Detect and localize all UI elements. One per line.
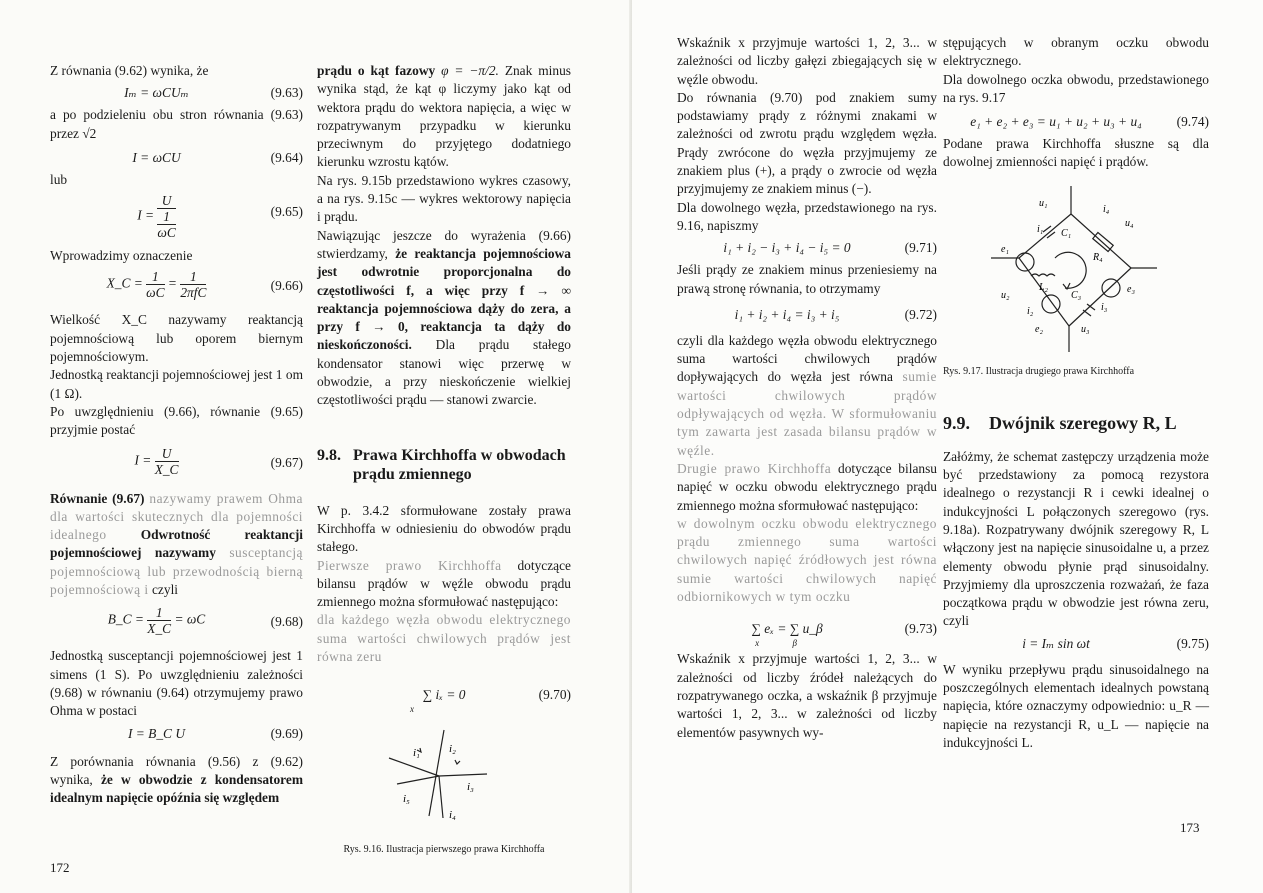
paragraph: Wskaźnik x przyjmuje wartości 1, 2, 3... w zależności od liczby źródeł należących do rozpatrywanego oczka, a wskaźnik β przyjmuje wartości 1, 2, 3... w zależności od liczby elementów pasywnych wy- <box>677 651 937 740</box>
figure-caption: Rys. 9.17. Ilustracja drugiego prawa Kirchhoffa <box>943 365 1135 377</box>
right-page <box>632 0 1263 893</box>
label: i₁ <box>1037 223 1044 235</box>
figure-caption: Rys. 9.16. Ilustracja pierwszego prawa Kirchhoffa <box>343 844 545 856</box>
paragraph: stępujących w obranym oczku obwodu elektrycznego. <box>943 35 1209 69</box>
left-column-2 <box>317 62 571 856</box>
paragraph: Dla dowolnego oczka obwodu, przedstawionego na rys. 9.17 <box>943 71 1209 105</box>
source-e3 <box>1102 279 1120 297</box>
page-number: 173 <box>1180 820 1200 835</box>
label: u₁ <box>1039 197 1048 209</box>
paragraph: prądu o kąt fazowy φ = −π/2. Znak minus wynika stąd, że kąt φ liczymy jako kąt od wektora prądu do wektora napięcia, a więc w rozpatrywanym przypadku w kierunku przeciwnym do przyjętego dodatniego kierunku wzrostu kątów. <box>317 63 571 170</box>
kirchhoff-loop-figure <box>943 176 1209 366</box>
equation-9-68: B_C = $\frac{1}{X\_C}$ = ωC (9.68) <box>107 605 303 637</box>
paragraph: Wskaźnik x przyjmuje wartości 1, 2, 3... w zależności od liczby gałęzi zbiegających się w węźle obwodu. <box>677 35 937 87</box>
paragraph: Z porównania równania (9.56) z (9.62) wynika, że w obwodzie z kondensatorem idealnym napięcie opóźnia się względem <box>50 753 303 806</box>
paragraph: Podane prawa Kirchhoffa słuszne są dla dowolnej zmienności napięć i prądów. <box>943 136 1209 170</box>
equation-9-73: ∑ eₓ = ∑ u_β $^x$ $^\beta$ (9.73) <box>751 621 937 648</box>
left-page <box>0 0 631 893</box>
equation-9-74: e₁ + e₂ + e₃ = u₁ + u₂ + u₃ + u₄ (9.74) <box>970 114 1209 130</box>
equation-9-71: i₁ + i₂ − i₃ + i₄ − i₅ = 0 (9.71) <box>723 240 937 256</box>
branch-line <box>389 758 439 776</box>
section-heading-9-9: 9.9. Dwójnik szeregowy R, L <box>943 412 1177 433</box>
paragraph: Pierwsze prawo Kirchhoffa dotyczące bilansu prądów w węźle obwodu prądu zmiennego można sformułować następująco: <box>317 557 571 610</box>
paragraph: Załóżmy, że schemat zastępczy urządzenia może być przedstawiony za pomocą rezystora idealnego o rezystancji R i cewki idealnej o indukcyjności L połączonych szeregowo (rys. 9.18a). Rozpatrywany dwójnik szeregowy R, L włączony jest na napięcie sinusoidalne u, a przez elementy obwodu płynie prąd sinusoidalny. Przyjmiemy dla uproszczenia rozważań, że faza początkowa prądu w obwodzie jest równa zeru, czyli <box>943 448 1209 629</box>
current-label-i5: i₅ <box>403 793 410 806</box>
paragraph: Wprowadzimy oznaczenie <box>50 248 193 264</box>
right-column-2 <box>943 34 1209 752</box>
paragraph: lub <box>50 171 68 187</box>
current-label-i4: i₄ <box>449 809 456 822</box>
label: u₂ <box>1001 289 1010 301</box>
equation-9-65: I = U 1 ωC (9.65) <box>137 193 303 241</box>
paragraph: Po uwzględnieniu (9.66), równanie (9.65) przyjmie postać <box>50 403 303 438</box>
label: i₄ <box>1103 203 1110 215</box>
left-column-1 <box>50 62 303 807</box>
label: u₄ <box>1125 217 1134 229</box>
label: R₄ <box>1093 251 1103 263</box>
equation-9-67: I = $\frac{U}{X\_C}$ (9.67) <box>134 445 303 477</box>
branch-line <box>439 776 443 818</box>
branch-line <box>439 774 487 776</box>
label: C₁ <box>1061 227 1072 239</box>
paragraph: Nawiązując jeszcze do wyrażenia (9.66) stwierdzamy, że reaktancja pojemnościowa jest odwrotnie proporcjonalna do częstotliwości f, a więc przy f → ∞ reaktancja pojemnościowa dąży do zera, a przy f → 0, reaktancja ta dąży do nieskończoności. Dla prądu stałego kondensator stanowi więc przerwę w obwodzie, a przy nieskończenie wielkiej częstotliwości prądu — stanowi zwarcie. <box>317 227 571 408</box>
paragraph: czyli dla każdego węzła obwodu elektrycznego suma wartości chwilowych prądów dopływających do węzła jest równa sumie wartości chwilowych prądów odpływających od węzła. W sformułowaniu tym zawarta jest zasada bilansu prądów w węźle. <box>677 332 937 458</box>
branch-line <box>397 776 439 784</box>
current-label-i1: i₁ <box>413 747 420 760</box>
paragraph: Jednostką reaktancji pojemnościowej jest 1 om (1 Ω). <box>50 367 303 401</box>
right-column-1 <box>677 34 937 742</box>
equation-9-75: i = Iₘ sin ωt (9.75) <box>1022 635 1209 651</box>
current-label-i2: i₂ <box>449 743 456 756</box>
paragraph: Drugie prawo Kirchhoffa dotyczące bilansu napięć w oczku obwodu elektrycznego prądu zmiennego można sformułować następująco: <box>677 460 937 513</box>
equation-9-69: I = B_C U (9.69) <box>127 725 303 741</box>
source-e1 <box>1016 253 1034 271</box>
paragraph: Jednostką susceptancji pojemnościowej jest 1 simens (1 S). Po uwzględnieniu zależności (9.68) w równaniu (9.64) otrzymujemy prawo Ohma w postaci <box>50 648 303 719</box>
paragraph: W wyniku przepływu prądu sinusoidalnego na poszczególnych elementach idealnych powstaną napięcia, które oznaczymy odpowiednio: u_R — napięcie na rezystancji R, u_L — napięcie na indukcyjności L. <box>943 661 1209 750</box>
source-e2 <box>1042 295 1060 313</box>
equation-9-70: ∑ iₓ = 0 $^x$ (9.70) <box>410 687 571 714</box>
arrow-mark <box>455 760 460 764</box>
paragraph: Jeśli prądy ze znakiem minus przeniesiemy na prawą stronę równania, to otrzymamy <box>677 262 937 296</box>
label: e₂ <box>1035 323 1043 335</box>
paragraph: dla każdego węzła obwodu elektrycznego suma wartości chwilowych prądów jest równa zeru <box>317 612 571 665</box>
label: u₃ <box>1081 323 1090 335</box>
paragraph: a po podzieleniu obu stron równania (9.63) przez √2 <box>50 107 303 141</box>
current-label-i3: i₃ <box>467 781 474 794</box>
paragraph: Wielkość X_C nazywamy reaktancją pojemnościową lub oporem biernym pojemnościowym. <box>50 312 303 365</box>
paragraph: W p. 3.4.2 sformułowane zostały prawa Kirchhoffa w odniesieniu do obwodów prądu stałego. <box>317 502 571 555</box>
label: i₃ <box>1101 301 1108 313</box>
page-number: 172 <box>50 860 70 875</box>
equation-9-63: Iₘ = ωCUₘ (9.63) <box>124 85 303 101</box>
equation-9-64: I = ωCU (9.64) <box>132 149 303 165</box>
kirchhoff-node-figure <box>317 720 571 840</box>
paragraph: Równanie (9.67) nazywamy prawem Ohma dla wartości skutecznych dla pojemności idealnego Odwrotność reaktancji pojemnościowej nazywamy susceptancją pojemnościową lub przewodnością bierną pojemnościową i czyli <box>50 490 303 598</box>
label: i₂ <box>1027 305 1034 317</box>
label: e₁ <box>1001 243 1009 255</box>
equation-9-72: i₁ + i₂ + i₄ = i₃ + i₅ (9.72) <box>734 306 937 322</box>
equation-9-66: X_C = $\frac{1}{\omega C}$ = $\frac{1}{\text{2πfC}}$ (9.66) <box>106 269 303 301</box>
label: e₃ <box>1127 283 1135 295</box>
label: C₃ <box>1071 289 1082 301</box>
paragraph: w dowolnym oczku obwodu elektrycznego prądu zmiennego suma wartości chwilowych napięć źródłowych jest równa sumie wartości chwilowych napięć odbiornikowych w tym oczku <box>677 515 937 605</box>
paragraph: Dla dowolnego węzła, przedstawionego na rys. 9.16, napiszmy <box>677 199 937 233</box>
paragraph: Z równania (9.62) wynika, że <box>50 63 209 78</box>
label: L₂ <box>1039 281 1049 293</box>
section-heading-9-8: 9.8. Prawa Kirchhoffa w obwodach prądu zmiennego <box>317 446 566 483</box>
paragraph: Do równania (9.70) pod znakiem sumy podstawiamy prądy z różnymi znakami w zależności od zwrotu prądu względem węzła. Prądy zwrócone do węzła przyjmujemy ze znakiem plus (+), a prądy o zwrocie od węzła przyjmujemy ze znakiem minus (−). <box>677 89 937 197</box>
paragraph: Na rys. 9.15b przedstawiono wykres czasowy, a na rys. 9.15c — wykres wektorowy napięcia i prądu. <box>317 172 571 225</box>
